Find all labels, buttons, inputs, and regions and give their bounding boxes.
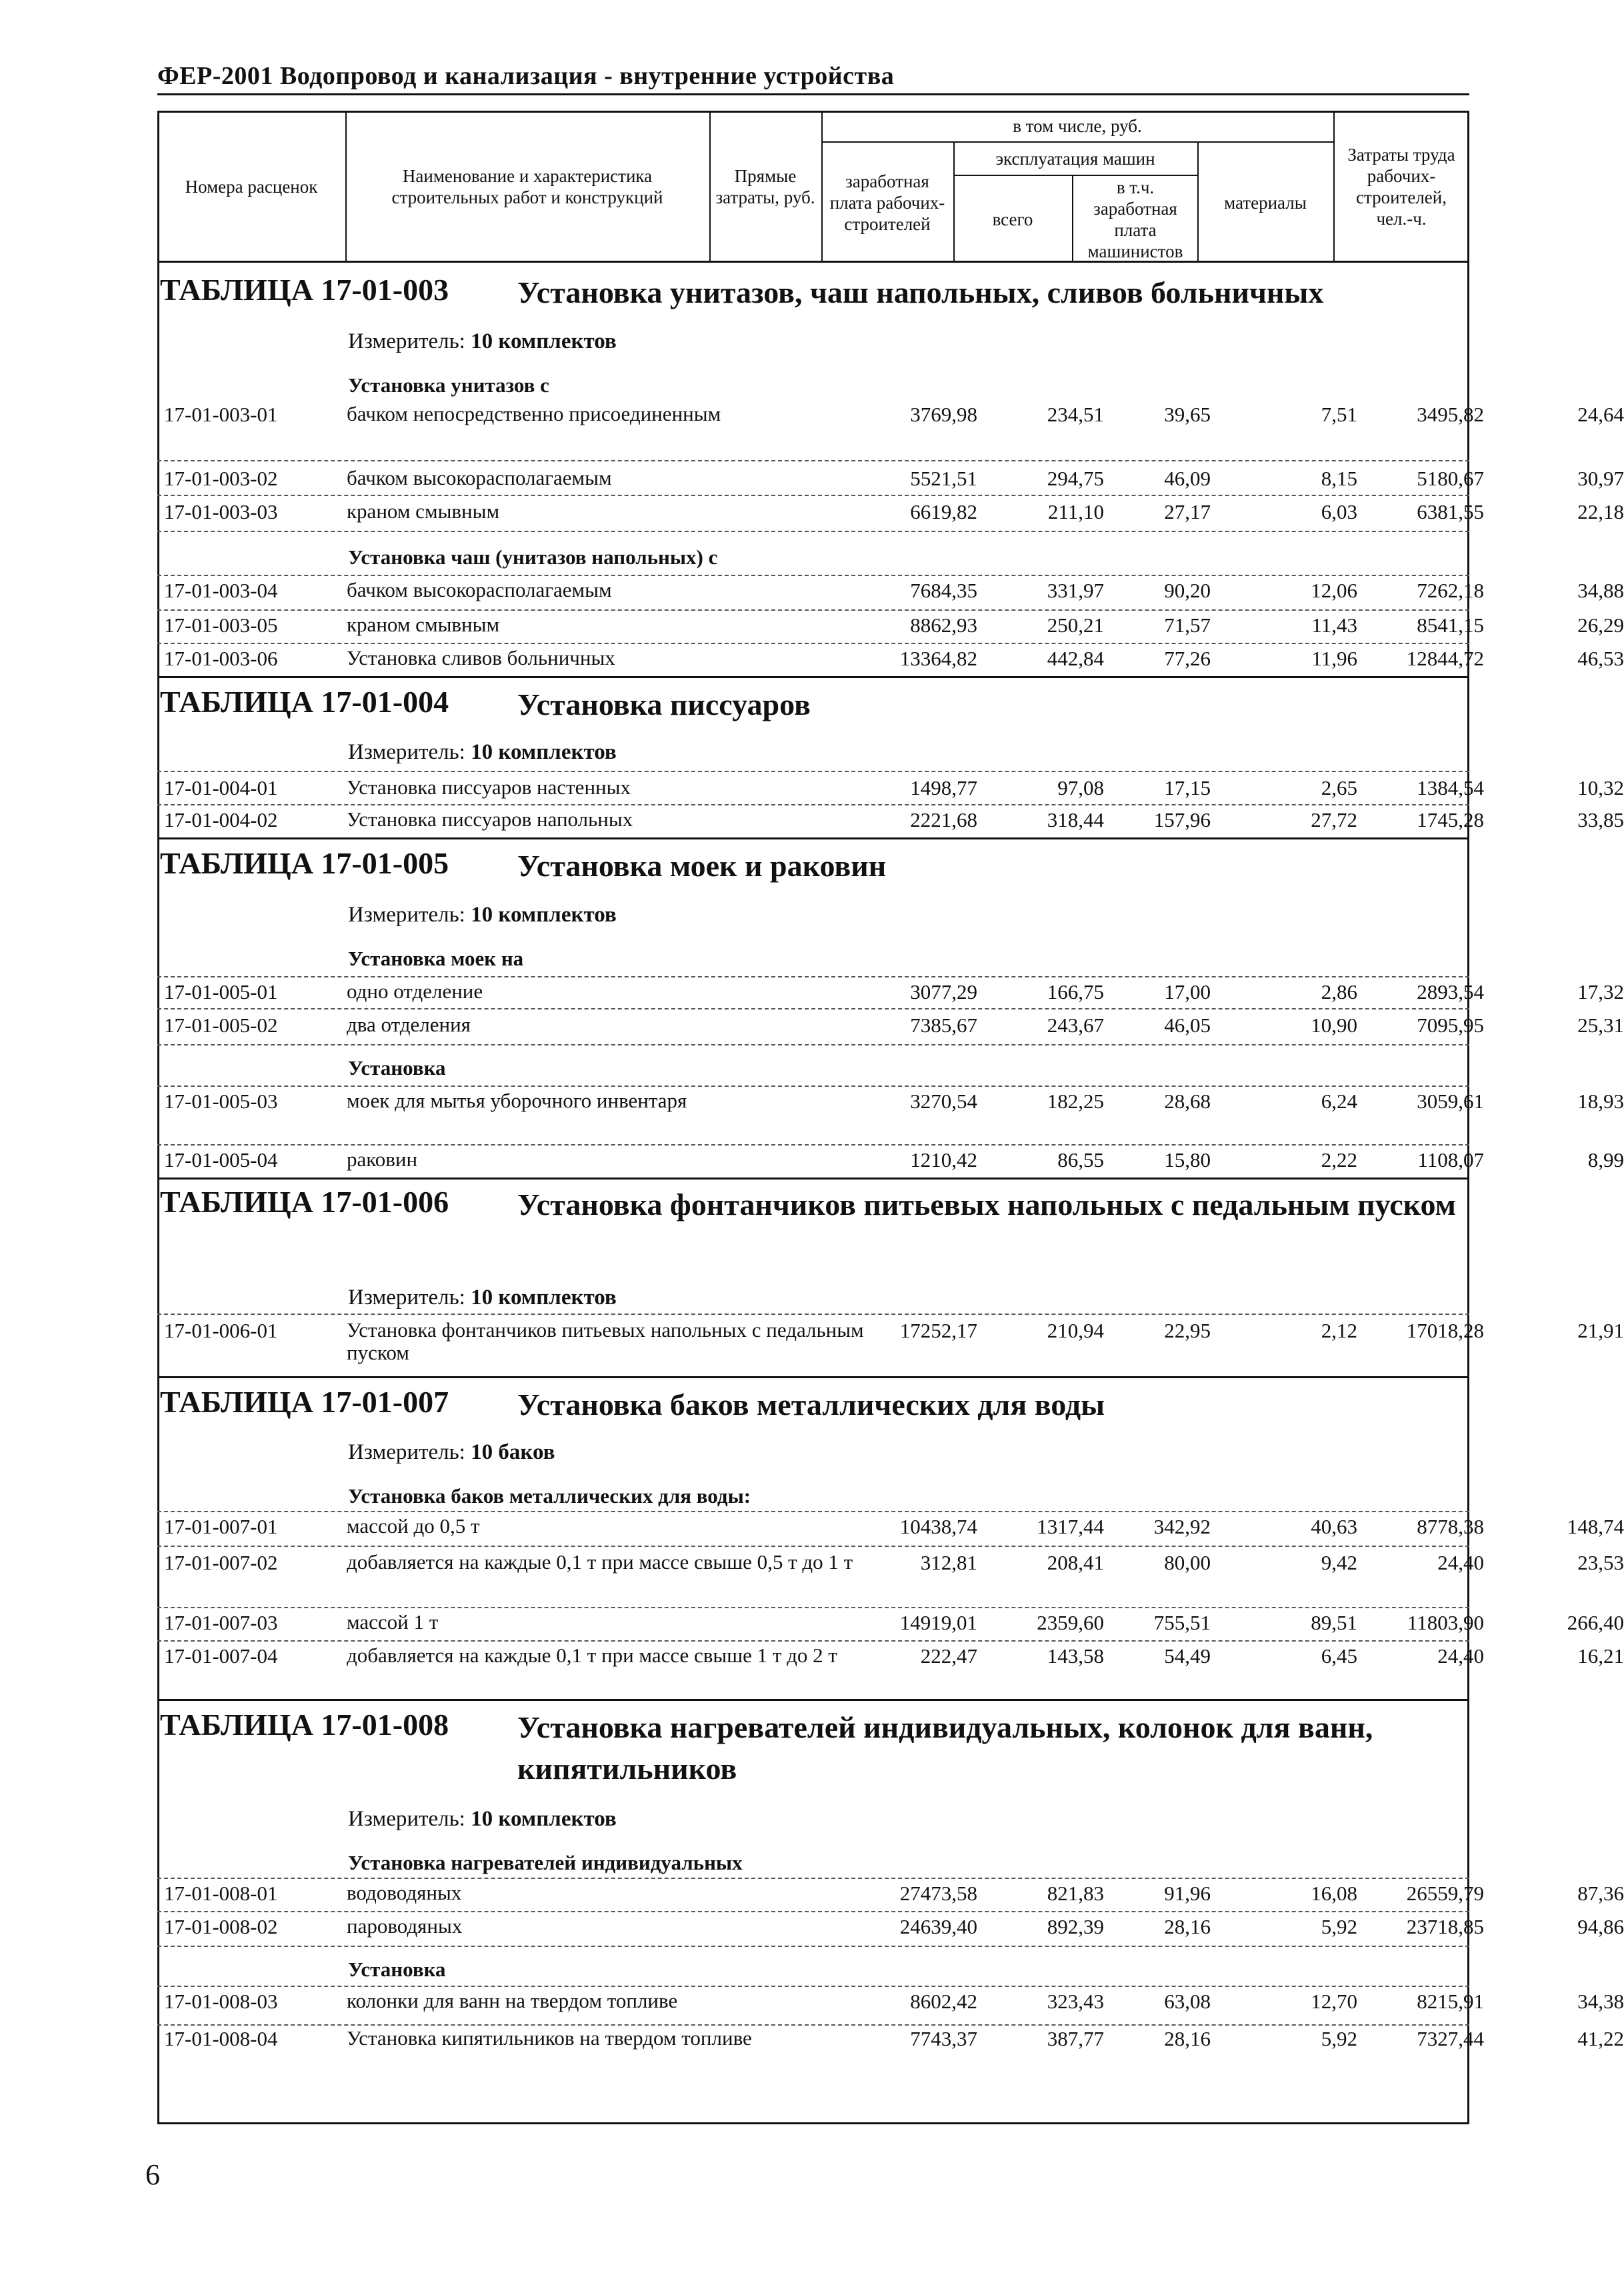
- row-code: 17-01-005-02: [164, 1013, 278, 1037]
- machinist-wages: 2,22: [1321, 1148, 1357, 1172]
- row-name: Установка писсуаров настенных: [347, 775, 631, 799]
- measure-value: 10 баков: [471, 1440, 555, 1464]
- measure-line: [348, 740, 617, 765]
- wages-cost: 97,08: [1057, 776, 1104, 799]
- labor-hours: 33,85: [1577, 808, 1624, 831]
- machines-cost: 77,26: [1164, 647, 1211, 670]
- row-name: Установка фонтанчиков питьевых напольных с педальным пуском: [347, 1318, 864, 1364]
- section-rule: [157, 676, 1469, 678]
- materials-cost: 3059,61: [1417, 1089, 1484, 1113]
- row-divider: [157, 1314, 1469, 1315]
- direct-cost: 27473,58: [899, 1882, 977, 1905]
- machinist-wages: 7,51: [1321, 403, 1357, 426]
- row-code: 17-01-007-02: [164, 1551, 278, 1574]
- row-name: бачком высокорасполагаемым: [347, 578, 612, 601]
- row-code: 17-01-008-01: [164, 1882, 278, 1905]
- direct-cost: 312,81: [920, 1551, 977, 1574]
- row-divider: [157, 1878, 1469, 1879]
- machines-cost: 28,16: [1164, 2027, 1211, 2050]
- machines-cost: 91,96: [1164, 1882, 1211, 1905]
- row-code: 17-01-008-02: [164, 1915, 278, 1938]
- labor-hours: 34,38: [1577, 1990, 1624, 2013]
- row-name: краном смывным: [347, 499, 500, 523]
- labor-hours: 17,32: [1577, 980, 1624, 1003]
- machinist-wages: 8,15: [1321, 467, 1357, 490]
- labor-hours: 21,91: [1577, 1319, 1624, 1342]
- row-code: 17-01-005-04: [164, 1148, 278, 1172]
- row-name: добавляется на каждые 0,1 т при массе свыше 0,5 т до 1 т: [347, 1550, 853, 1574]
- labor-hours: 46,53: [1577, 647, 1624, 670]
- wages-cost: 182,25: [1047, 1089, 1104, 1113]
- direct-cost: 3270,54: [910, 1089, 977, 1113]
- machines-cost: 28,68: [1164, 1089, 1211, 1113]
- measure-value: 10 комплектов: [471, 329, 617, 353]
- direct-cost: 14919,01: [899, 1611, 977, 1634]
- row-code: 17-01-003-04: [164, 579, 278, 602]
- machinist-wages: 6,24: [1321, 1089, 1357, 1113]
- machinist-wages: 9,42: [1321, 1551, 1357, 1574]
- wages-cost: 86,55: [1057, 1148, 1104, 1172]
- row-code: 17-01-003-05: [164, 613, 278, 637]
- wages-cost: 234,51: [1047, 403, 1104, 426]
- measure-line: [348, 1286, 617, 1310]
- col-machines-total-header: всего: [992, 209, 1033, 229]
- row-divider: [157, 460, 1469, 461]
- table-code: ТАБЛИЦА 17-01-006: [160, 1185, 449, 1219]
- measure-label: Измеритель:: [348, 740, 465, 764]
- machinist-wages: 40,63: [1311, 1515, 1357, 1538]
- labor-hours: 41,22: [1577, 2027, 1624, 2050]
- materials-cost: 8541,15: [1417, 613, 1484, 637]
- materials-cost: 23718,85: [1406, 1915, 1484, 1938]
- measure-label: Измеритель:: [348, 1807, 465, 1831]
- table-title: Установка баков металлических для воды: [517, 1388, 1105, 1422]
- running-header: ФЕР-2001 Водопровод и канализация - внутренние устройства: [157, 62, 895, 90]
- measure-label: Измеритель:: [348, 903, 465, 927]
- section-rule: [157, 1178, 1469, 1180]
- table-code: ТАБЛИЦА 17-01-005: [160, 846, 449, 880]
- machinist-wages: 10,90: [1311, 1013, 1357, 1037]
- section-rule: [157, 837, 1469, 839]
- machines-cost: 54,49: [1164, 1644, 1211, 1668]
- row-name: раковин: [347, 1148, 418, 1171]
- table-title: Установка моек и раковин: [517, 849, 887, 883]
- row-divider: [157, 531, 1469, 532]
- row-divider: [157, 976, 1469, 977]
- machines-cost: 90,20: [1164, 579, 1211, 602]
- direct-cost: 7684,35: [910, 579, 977, 602]
- measure-value: 10 комплектов: [471, 740, 617, 764]
- machines-cost: 46,05: [1164, 1013, 1211, 1037]
- col-machines-wages-header: в т.ч. заработная плата машинистов: [1087, 177, 1183, 261]
- row-divider: [157, 575, 1469, 576]
- row-code: 17-01-007-01: [164, 1515, 278, 1538]
- table-heading: [160, 1184, 1457, 1222]
- machinist-wages: 27,72: [1311, 808, 1357, 831]
- row-name: бачком непосредственно присоединенным: [347, 402, 721, 425]
- materials-cost: 7262,18: [1417, 579, 1484, 602]
- table-title: Установка унитазов, чаш напольных, сливов больничных: [517, 275, 1324, 309]
- col-code-header: Номера расценок: [185, 177, 318, 197]
- row-code: 17-01-005-03: [164, 1089, 278, 1113]
- group-label: Установка баков металлических для воды:: [348, 1484, 751, 1508]
- col-divider: [1333, 111, 1335, 263]
- col-divider: [345, 111, 347, 263]
- table-heading: [160, 1707, 1373, 1786]
- col-incl-header: в том числе, руб.: [1013, 116, 1142, 136]
- table-heading: [160, 272, 1324, 309]
- wages-cost: 387,77: [1047, 2027, 1104, 2050]
- row-divider: [157, 1640, 1469, 1642]
- materials-cost: 17018,28: [1406, 1319, 1484, 1342]
- row-name: Установка сливов больничных: [347, 646, 615, 669]
- measure-line: [348, 329, 617, 354]
- labor-hours: 26,29: [1577, 613, 1624, 637]
- group-label: Установка моек на: [348, 947, 524, 970]
- machinist-wages: 5,92: [1321, 1915, 1357, 1938]
- materials-cost: 24,40: [1437, 1551, 1484, 1574]
- group-label: Установка: [348, 1958, 446, 1981]
- direct-cost: 8862,93: [910, 613, 977, 637]
- row-code: 17-01-008-04: [164, 2027, 278, 2050]
- materials-cost: 12844,72: [1406, 647, 1484, 670]
- col-materials-header: материалы: [1224, 193, 1307, 213]
- direct-cost: 7385,67: [910, 1013, 977, 1037]
- direct-cost: 10438,74: [899, 1515, 977, 1538]
- direct-cost: 24639,40: [899, 1915, 977, 1938]
- machinist-wages: 89,51: [1311, 1611, 1357, 1634]
- group-label: Установка унитазов с: [348, 373, 549, 397]
- direct-cost: 17252,17: [899, 1319, 977, 1342]
- section-rule: [157, 1376, 1469, 1378]
- header-rule: [157, 93, 1469, 95]
- wages-cost: 166,75: [1047, 980, 1104, 1003]
- table-code: ТАБЛИЦА 17-01-003: [160, 273, 449, 307]
- wages-cost: 143,58: [1047, 1644, 1104, 1668]
- row-code: 17-01-003-01: [164, 403, 278, 426]
- wages-cost: 318,44: [1047, 808, 1104, 831]
- group-label: Установка: [348, 1056, 446, 1079]
- machinist-wages: 2,86: [1321, 980, 1357, 1003]
- direct-cost: 8602,42: [910, 1990, 977, 2013]
- row-name: одно отделение: [347, 979, 483, 1003]
- machines-cost: 17,00: [1164, 980, 1211, 1003]
- machinist-wages: 16,08: [1311, 1882, 1357, 1905]
- wages-cost: 323,43: [1047, 1990, 1104, 2013]
- machines-cost: 15,80: [1164, 1148, 1211, 1172]
- labor-hours: 22,18: [1577, 500, 1624, 523]
- row-divider: [157, 2024, 1469, 2026]
- table-code: ТАБЛИЦА 17-01-004: [160, 685, 449, 719]
- col-name-header: Наименование и характеристика строительных работ и конструкций: [391, 166, 663, 207]
- wages-cost: 210,94: [1047, 1319, 1104, 1342]
- machines-cost: 22,95: [1164, 1319, 1211, 1342]
- labor-hours: 87,36: [1577, 1882, 1624, 1905]
- direct-cost: 2221,68: [910, 808, 977, 831]
- materials-cost: 5180,67: [1417, 467, 1484, 490]
- page-number: 6: [145, 2158, 160, 2191]
- row-divider: [157, 1607, 1469, 1608]
- table-heading: [160, 1384, 1105, 1422]
- measure-label: Измеритель:: [348, 329, 465, 353]
- materials-cost: 7095,95: [1417, 1013, 1484, 1037]
- machinist-wages: 2,12: [1321, 1319, 1357, 1342]
- machinist-wages: 5,92: [1321, 2027, 1357, 2050]
- materials-cost: 1745,28: [1417, 808, 1484, 831]
- labor-hours: 266,40: [1567, 1611, 1624, 1634]
- row-name: бачком высокорасполагаемым: [347, 466, 612, 489]
- row-code: 17-01-007-03: [164, 1611, 278, 1634]
- labor-hours: 24,64: [1577, 403, 1624, 426]
- labor-hours: 25,31: [1577, 1013, 1624, 1037]
- row-divider: [157, 609, 1469, 611]
- measure-label: Измеритель:: [348, 1286, 465, 1310]
- row-name: пароводяных: [347, 1914, 463, 1938]
- section-rule: [157, 1699, 1469, 1701]
- measure-value: 10 комплектов: [471, 903, 617, 927]
- row-divider: [157, 643, 1469, 644]
- materials-cost: 1108,07: [1417, 1148, 1484, 1172]
- machinist-wages: 2,65: [1321, 776, 1357, 799]
- machinist-wages: 12,70: [1311, 1990, 1357, 2013]
- labor-hours: 16,21: [1577, 1644, 1624, 1668]
- row-name: колонки для ванн на твердом топливе: [347, 1989, 678, 2012]
- labor-hours: 30,97: [1577, 467, 1624, 490]
- row-code: 17-01-004-01: [164, 776, 278, 799]
- machines-cost: 157,96: [1153, 808, 1211, 831]
- measure-label: Измеритель:: [348, 1440, 465, 1464]
- direct-cost: 5521,51: [910, 467, 977, 490]
- direct-cost: 7743,37: [910, 2027, 977, 2050]
- materials-cost: 26559,79: [1406, 1882, 1484, 1905]
- row-divider: [157, 1008, 1469, 1009]
- materials-cost: 8215,91: [1417, 1990, 1484, 2013]
- row-code: 17-01-003-06: [164, 647, 278, 670]
- col-direct-header: Прямые затраты, руб.: [715, 166, 815, 207]
- machinist-wages: 11,96: [1311, 647, 1357, 670]
- group-label: Установка чаш (унитазов напольных) с: [348, 545, 718, 569]
- direct-cost: 3769,98: [910, 403, 977, 426]
- row-divider: [157, 1911, 1469, 1912]
- table-code: ТАБЛИЦА 17-01-007: [160, 1385, 449, 1419]
- col-divider: [709, 111, 711, 263]
- direct-cost: 1498,77: [910, 776, 977, 799]
- row-divider: [157, 771, 1469, 772]
- machinist-wages: 12,06: [1311, 579, 1357, 602]
- wages-cost: 294,75: [1047, 467, 1104, 490]
- row-code: 17-01-005-01: [164, 980, 278, 1003]
- table-code: ТАБЛИЦА 17-01-008: [160, 1708, 449, 1742]
- column-header: [157, 111, 1469, 263]
- labor-hours: 34,88: [1577, 579, 1624, 602]
- machines-cost: 342,92: [1153, 1515, 1211, 1538]
- measure-value: 10 комплектов: [471, 1807, 617, 1831]
- wages-cost: 442,84: [1047, 647, 1104, 670]
- machines-cost: 71,57: [1164, 613, 1211, 637]
- materials-cost: 6381,55: [1417, 500, 1484, 523]
- wages-cost: 821,83: [1047, 1882, 1104, 1905]
- machines-cost: 80,00: [1164, 1551, 1211, 1574]
- machinist-wages: 11,43: [1311, 613, 1357, 637]
- row-code: 17-01-008-03: [164, 1990, 278, 2013]
- direct-cost: 1210,42: [910, 1148, 977, 1172]
- wages-cost: 331,97: [1047, 579, 1104, 602]
- machines-cost: 63,08: [1164, 1990, 1211, 2013]
- table-title: Установка писсуаров: [517, 687, 811, 721]
- table-heading: [160, 684, 811, 721]
- col-labor-header: Затраты труда рабочих-строителей, чел.-ч.: [1347, 145, 1455, 229]
- row-name: два отделения: [347, 1013, 471, 1036]
- machines-cost: 28,16: [1164, 1915, 1211, 1938]
- measure-value: 10 комплектов: [471, 1286, 617, 1310]
- materials-cost: 7327,44: [1417, 2027, 1484, 2050]
- row-code: 17-01-003-03: [164, 500, 278, 523]
- row-divider: [157, 804, 1469, 805]
- labor-hours: 94,86: [1577, 1915, 1624, 1938]
- wages-cost: 250,21: [1047, 613, 1104, 637]
- row-name: добавляется на каждые 0,1 т при массе свыше 1 т до 2 т: [347, 1644, 837, 1667]
- labor-hours: 18,93: [1577, 1089, 1624, 1113]
- materials-cost: 2893,54: [1417, 980, 1484, 1003]
- table-title: Установка нагревателей индивидуальных, колонок для ванн, кипятильников: [517, 1710, 1373, 1786]
- row-divider: [157, 495, 1469, 496]
- machines-cost: 27,17: [1164, 500, 1211, 523]
- wages-cost: 243,67: [1047, 1013, 1104, 1037]
- row-name: Установка кипятильников на твердом топливе: [347, 2026, 752, 2050]
- materials-cost: 3495,82: [1417, 403, 1484, 426]
- direct-cost: 13364,82: [899, 647, 977, 670]
- wages-cost: 1317,44: [1037, 1515, 1104, 1538]
- direct-cost: 6619,82: [910, 500, 977, 523]
- row-divider: [157, 1946, 1469, 1947]
- row-divider: [157, 1546, 1469, 1547]
- row-code: 17-01-007-04: [164, 1644, 278, 1668]
- row-divider: [157, 1044, 1469, 1045]
- measure-line: [348, 1440, 555, 1465]
- col-machines-header: эксплуатация машин: [995, 149, 1155, 169]
- row-divider: [157, 1511, 1469, 1512]
- row-divider: [157, 1986, 1469, 1987]
- materials-cost: 24,40: [1437, 1644, 1484, 1668]
- labor-hours: 8,99: [1587, 1148, 1624, 1172]
- table-title: Установка фонтанчиков питьевых напольных с педальным пуском: [517, 1188, 1457, 1222]
- row-code: 17-01-004-02: [164, 808, 278, 831]
- row-divider: [157, 1144, 1469, 1146]
- labor-hours: 148,74: [1567, 1515, 1624, 1538]
- machines-cost: 46,09: [1164, 467, 1211, 490]
- wages-cost: 208,41: [1047, 1551, 1104, 1574]
- row-name: краном смывным: [347, 613, 500, 636]
- machinist-wages: 6,45: [1321, 1644, 1357, 1668]
- wages-cost: 211,10: [1047, 500, 1104, 523]
- table-heading: [160, 845, 887, 883]
- machines-cost: 39,65: [1164, 403, 1211, 426]
- row-name: массой 1 т: [347, 1610, 439, 1634]
- col-wages-header: заработная плата рабочих-строителей: [829, 171, 945, 234]
- direct-cost: 222,47: [920, 1644, 977, 1668]
- row-name: Установка писсуаров напольных: [347, 807, 633, 831]
- row-code: 17-01-006-01: [164, 1319, 278, 1342]
- row-name: массой до 0,5 т: [347, 1514, 480, 1538]
- col-divider: [1072, 175, 1073, 263]
- direct-cost: 3077,29: [910, 980, 977, 1003]
- measure-line: [348, 903, 617, 927]
- machines-cost: 17,15: [1164, 776, 1211, 799]
- measure-line: [348, 1807, 617, 1832]
- materials-cost: 8778,38: [1417, 1515, 1484, 1538]
- labor-hours: 10,32: [1577, 776, 1624, 799]
- row-code: 17-01-003-02: [164, 467, 278, 490]
- machinist-wages: 6,03: [1321, 500, 1357, 523]
- group-label: Установка нагревателей индивидуальных: [348, 1851, 743, 1874]
- row-name: водоводяных: [347, 1881, 462, 1904]
- labor-hours: 23,53: [1577, 1551, 1624, 1574]
- row-name: моек для мытья уборочного инвентаря: [347, 1089, 687, 1112]
- row-divider: [157, 1085, 1469, 1087]
- machines-cost: 755,51: [1153, 1611, 1211, 1634]
- materials-cost: 11803,90: [1407, 1611, 1484, 1634]
- wages-cost: 2359,60: [1037, 1611, 1104, 1634]
- materials-cost: 1384,54: [1417, 776, 1484, 799]
- wages-cost: 892,39: [1047, 1915, 1104, 1938]
